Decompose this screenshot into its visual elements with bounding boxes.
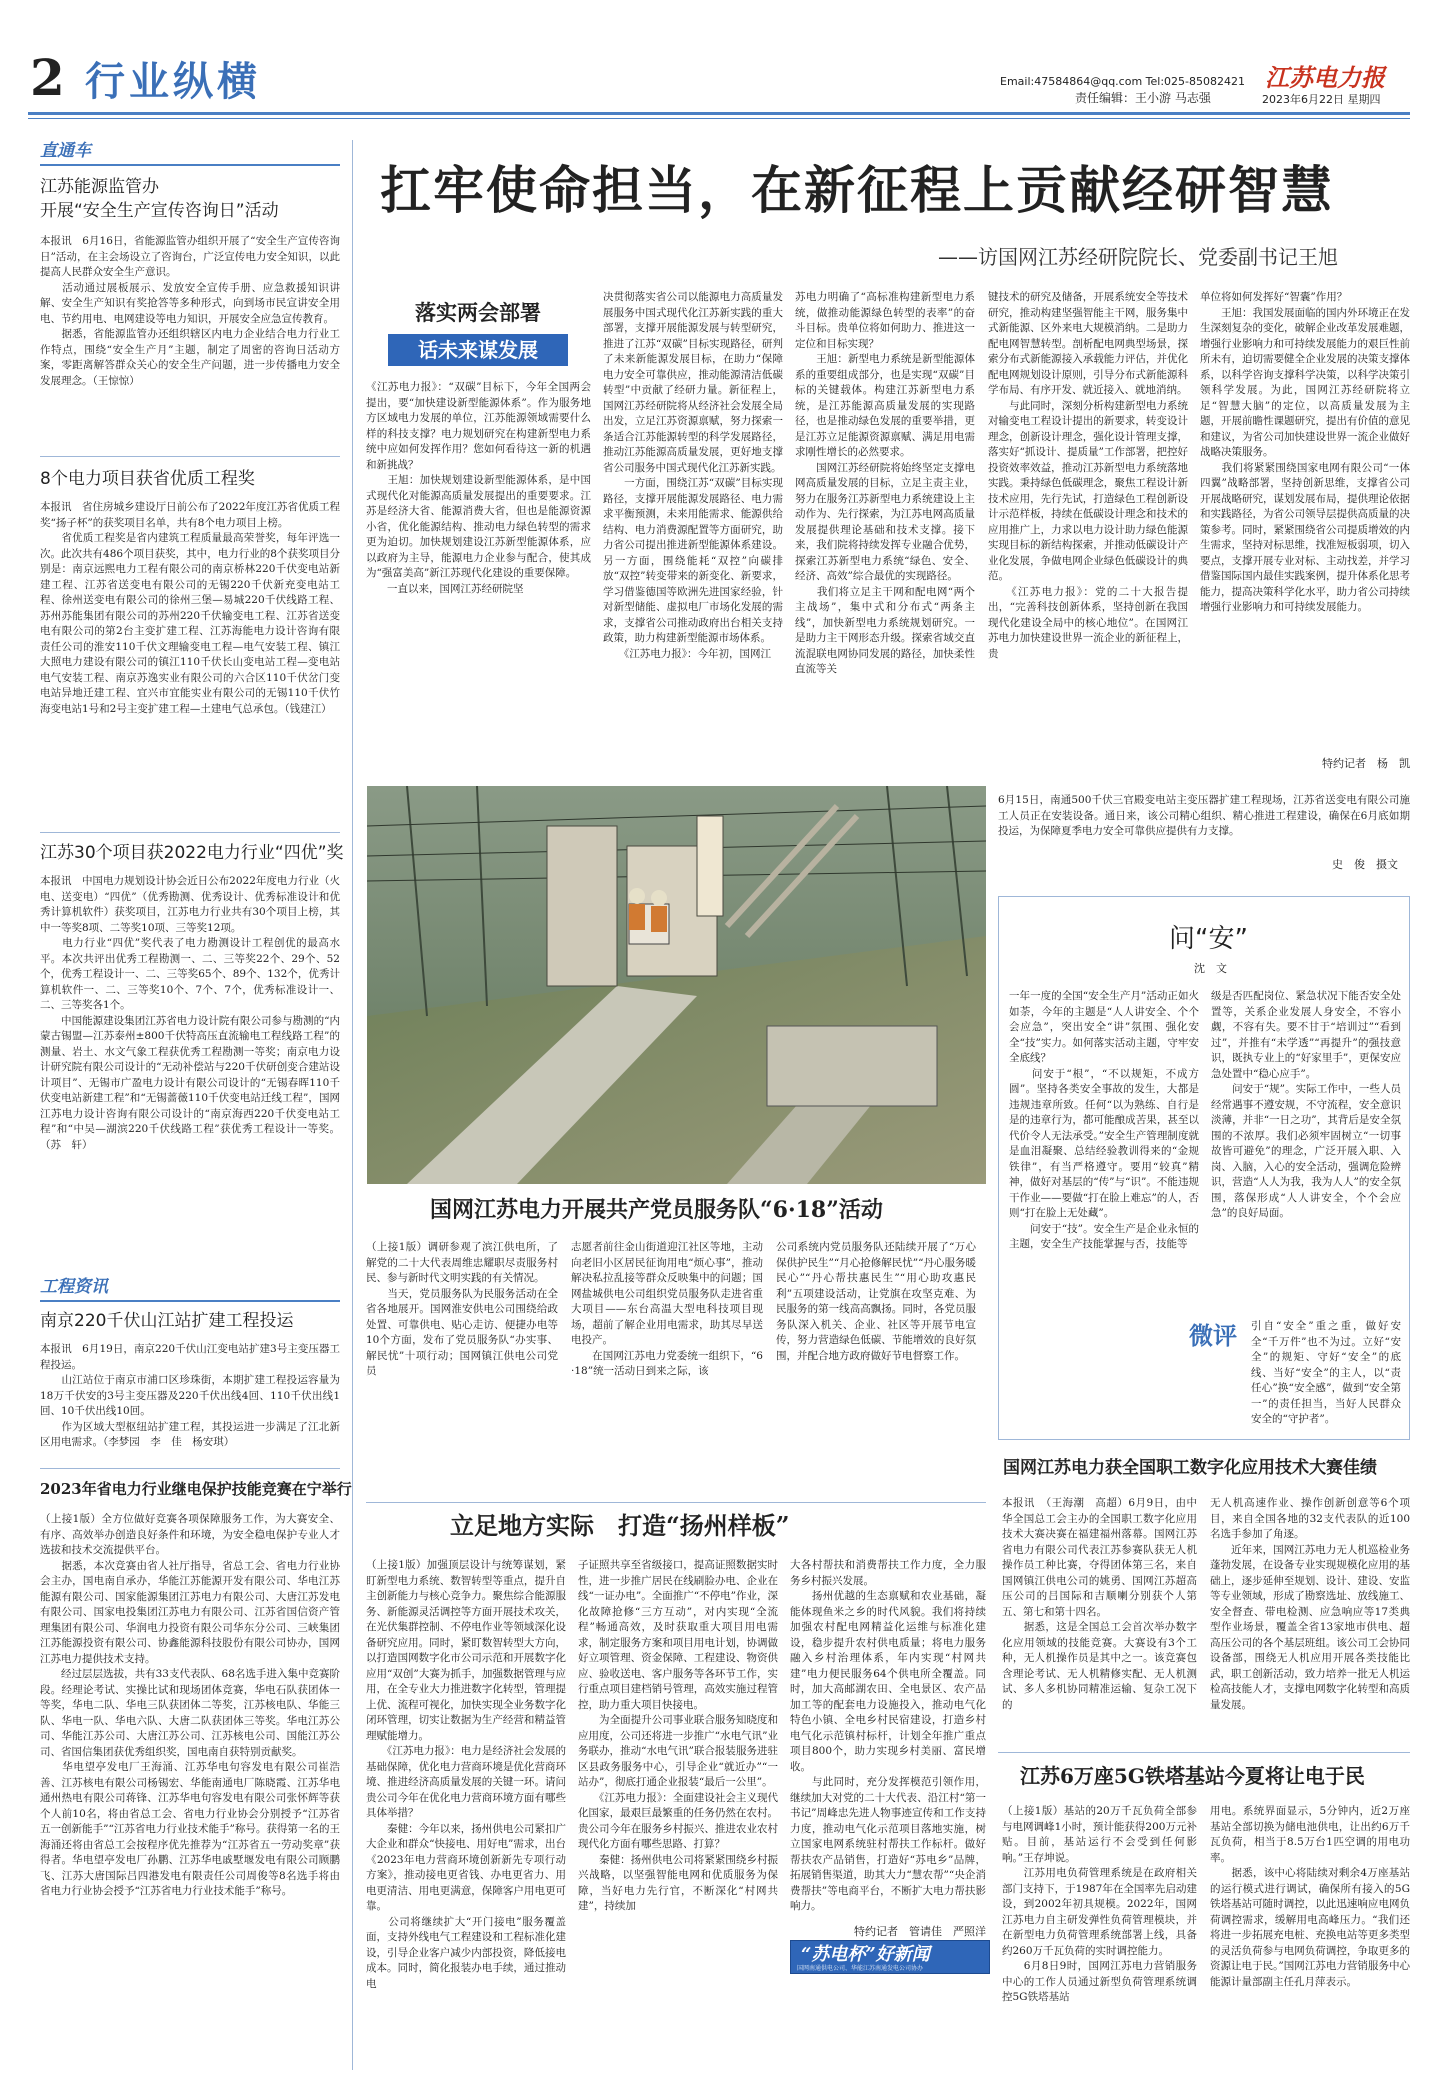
issue-date: 2023年6月22日 星期四 [1262,93,1381,106]
yangzhou-column: 子证照共享至省级接口，提高证照数据实时性，进一步推广居民在线刷脸办电、企业在线“一证办电”。全面推广“不停电”作业，深化故障抢修“三方互动”，对内实现“全流程”畅通高效，及时获取重大项目用电需求，制定服务方案和项目用电计划，协调做好立项管理、资金保障、工程建设、物资供应、验收送电、客户服务等各环节工作，实行重点项目建档销号管理，高效实施过程管控，助力重大项目快接电。 为全面提升公司事业联合服务知晓度和应用度，公司还将进一步推广“水电气讯”业务联办，推动“水电气讯”联合报装服务进驻区县政务服务中心，引导企业“就近办”“一站办”，彻底打通企业报装“最后一公里”。 《江苏电力报》：全面建设社会主义现代化国家，最艰巨最繁重的任务仍然在农村。贵公司今年在服务乡村振兴、推进农业农村现代化方面有哪些思路、打算？ 秦健：扬州供电公司将紧紧围绕乡村振兴战略，以坚强智能电网和优质服务为保障，当好电力先行官，不断深化“村网共建”，持续加 [578,1559,778,1912]
photo-caption: 6月15日，南通500千伏三官殿变电站主变压器扩建工程现场，江苏省送变电有限公司施工人员正在安装设备。通日来，该公司精心组织、精心推进工程建设，确保在6月底如期投运，为保障夏季电力安全可靠供应提供有力支撑。 [998,794,1410,837]
divider [40,456,340,457]
tag-rule [40,1300,340,1302]
article-body: 本报讯 中国电力规划设计协会近日公布2022年度电力行业（火电、送变电）“四优”（优秀勘测、优秀设计、优秀标准设计和优秀计算机软件）获奖项目，江苏电力行业共有30个项目上榜，其中一等奖8项、二等奖10项、三等奖12项。 电力行业“四优”奖代表了电力勘测设计工程创优的最高水平。本次共评出优秀工程勘测一、二、三等奖22个、29个、52个，优秀工程设计一、二、三等奖65个、89个、132个，优秀计算机软件一、二、三等奖10个、7个、7个，优秀标准设计一、二、三等奖各1个。 中国能源建设集团江苏省电力设计院有限公司参与勘测的“内蒙古锡盟—江苏泰州±800千伏特高压直流输电工程线路工程”的测量、岩土、水文气象工程获优秀工程勘测一等奖；南京电力设计研究院有限公司设计的“无动补偿站与220千伏研创变合建站设计项目”、无锡市广盈电力设计有限公司设计的“无锡春晖110千伏变电站新建工程”和“无锡蔷薇110千伏变电站迁线工程”，国网江苏电力设计咨询有限公司设计的“南京海西220千伏变电站工程”和“中吴—湖滨220千伏线路工程”获优秀工程设计一等奖。（苏 轩） [40,875,340,1151]
substation-photo [367,786,986,1184]
digital-column: 本报讯 （王海潮 高超）6月9日，由中华全国总工会主办的全国职工数字化应用技术大赛决赛在福建福州落幕。国网江苏省电力有限公司代表江苏参赛队获无人机操作员工种比赛，夺得团体第三名，来自国网镇江供电公司的姚勇、国网江苏超高压公司的吕国际和吉顺喇分别获个人第五、第七和第十四名。 据悉，这是全国总工会首次举办数字化应用领域的技能竞赛。大赛设有3个工种，无人机操作员是其中之一。该竞赛包含理论考试、无人机精修实配、无人机测试、多人多机协同精准运输、复杂工况下的 [1002,1497,1197,1711]
tag-zhitongche: 直通车 [40,141,91,161]
fiveg-column: （上接1版）基站的20万千瓦负荷全部参与电网调峰1小时，预计能获得200万元补贴。目前，基站运行不会受到任何影响。”王存坤说。 江苏用电负荷管理系统是在政府相关部门支持下，于1987年在全国率先启动建设，到2002年初具规模。2022年，国网江苏电力自主研发弹性负荷管理模块，并在新型电力负荷管理系统部署上线，具备约260万千瓦负荷的实时调控能力。 6月8日9时，国网江苏电力营销服务中心的工作人员通过新型负荷管理系统调控5G铁塔基站 [1002,1805,1197,2003]
page-number: 2 [30,48,65,107]
wei-label: 微评 [1189,1322,1237,1350]
interview-column: 《江苏电力报》：“双碳”目标下，今年全国两会提出，要“加快建设新型能源体系”。作为服务地方区域电力发展的单位，江苏能源领域需要什么样的科技支撑？电力规划研究在构建新型电力系统中应如何发挥作用？您如何看待这一新的机遇和新挑战？ 王旭：加快规划建设新型能源体系，是中国式现代化对能源高质量发展提出的重要要求。江苏是经济大省、能源消费大省，但也是能源资源小省，优化能源结构、推动电力绿色转型的需求更为迫切。加快规划建设江苏新型能源体系，应以政府为主导，能源电力企业参与配合，使其成为“强富美高”新江苏现代化建设的重要保障。 一直以来，国网江苏经研院坚 [366,381,591,595]
commentary-title: 问“安” [1169,924,1248,954]
article-headline: 江苏30个项目获2022电力行业“四优”奖 [40,843,344,863]
badge-title: 落实两会部署 [415,301,541,325]
byline: 特约记者 杨 凯 [1322,757,1410,770]
yangzhou-column: 大各村帮扶和消费帮扶工作力度，全力服务乡村振兴发展。 扬州优越的生态禀赋和农业基础，凝能体现鱼米之乡的时代风貌。我们将持续加强农村配电网精益化运维与标准化建设，稳步提升农村供电质量；将电力服务融入乡村治理体系，年内实现“村网共建”电力便民服务64个供电所全覆盖。同时，加大高邮湖农田、全电景区、农产品加工等的配套电力设施投入，推动电气化特色小镇、全电乡村民宿建设，打造乡村电气化示范镇村标杆，计划全年推广重点项目800个，助力实现乡村美丽、富民增收。 与此同时，充分发挥模范引领作用，继续加大对党的二十大代表、沿江村“第一书记”周峰忠先进人物事迹宣传和工作支持力度，推动电气化示范项目落地实施，树立国家电网系统驻村帮扶工作标杆。做好帮扶农产品销售，打造好“苏电乡”品牌，拓展销售渠道，助其大力“慧农帮”“央企消费帮扶”等电商平台，不断扩大电力帮扶影响力。 [790,1559,986,1912]
interview-column: 单位将如何发挥好“智囊”作用？ 王旭：我国发展面临的国内外环境正在发生深刻复杂的变化，破解企业改革发展难题，增强行业影响力和可持续发展能力的艰巨性前所未有，迫切需要健全企业发展的决策支撑体系，以科学咨询支撑科学决策，以科学决策引领科学发展。为此，国网江苏经研院将立足“智慧大脑”的定位，以高质量发展为主题，开展前瞻性课题研究，提出有价值的意见和建议，为省公司加快建设世界一流企业做好战略决策服务。 我们将紧紧围绕国家电网有限公司“一体四翼”战略部署，坚持创新思维，支撑省公司开展战略研究，谋划发展布局，提供理论依据和实践路径，为省公司领导层提供高质量的决策参考。同时，紧紧围绕省公司提质增效的内生需求，坚持对标思维，找准短板弱项，切入要点，支撑开展专业对标、主动找差，并学习借鉴国际国内最佳实践案例，提升体系化思考能力，提高决策科学化水平，助力省公司持续增强行业影响力和可持续发展能力。 [1200,291,1410,613]
service-team-column: 公司系统内党员服务队还陆续开展了“万心保供护民生”“月心抢修解民忧”“丹心服务暖民心”“丹心帮扶惠民生”“用心助攻惠民利”五项建设活动，让党旗在攻坚克难、为民服务的第一线高高飘扬。同时，各党员服务队深入机关、企业、社区等开展节电宣传，努力营造绿色低碳、节能增效的良好氛围，并配合地方政府做好节电督察工作。 [776,1241,976,1362]
service-team-title: 国网江苏电力开展共产党员服务队“6·18”活动 [430,1197,883,1223]
tag-rule [40,164,340,166]
feature-subtitle: ——访国网江苏经研院院长、党委副书记王旭 [938,245,1338,269]
article-headline: 8个电力项目获省优质工程奖 [40,469,255,489]
divider [998,1752,1410,1753]
byline: 特约记者 管请佳 严照洋 [854,1925,986,1938]
contact-info: Email:47584864@qq.com Tel:025-85082421 [1000,75,1245,88]
article-headline: 开展“安全生产宣传咨询日”活动 [40,201,279,221]
column-divider [352,140,353,2070]
divider [366,1502,986,1503]
wei-text: 引自“安全”重之重，做好安全“千万件”也不为过。立好“安全”的规矩、守好“安全”的底线、当好“安全”的主人，以“责任心”换“安全感”，做到“安全第一”的责任担当，当好人民群众安全的“守护者”。 [1251,1320,1401,1425]
fiveg-title: 江苏6万座5G铁塔基站今夏将让电于民 [1020,1764,1365,1788]
service-team-column: （上接1版）调研参观了滨江供电所，了解党的二十大代表周维忠耀职尽责服务村民、参与新时代文明实践的有关情况。 当天，党员服务队为民服务活动在全省各地展开。国网淮安供电公司围绕给政处置、可靠供电、贴心走访、便捷办电等10个方面，发布了党员服务队“办实事、解民忧”十项行动；国网镇江供电公司党员 [366,1241,558,1377]
column-badge [368,296,588,370]
digital-title: 国网江苏电力获全国职工数字化应用技术大赛佳绩 [1003,1458,1377,1478]
yangzhou-column: （上接1版）加强顶层设计与统筹谋划，紧盯新型电力系统、数智转型等重点，提升自主创新能力与核心竞争力。聚焦综合能源服务、新能源灵活调控等方面开展技术攻关，在光伏集群控制、不停电作业等领域深化设备研究应用。同时，紧盯数智转型大方向，以打造国网数字化市公司示范和开展数字化应用“双创”大赛为抓手，加强数据管理与应用，在全专业大力推进数字化转型，管理提上优、流程可视化，加快实现全业务数字化闭环管理，切实让数据为生产经营和精益管理赋能增力。 《江苏电力报》：电力是经济社会发展的基础保障，优化电力营商环境是优化营商环境、推进经济高质量发展的关键一环。请问贵公司今年在优化电力营商环境方面有哪些具体举措？ 秦健：今年以来，扬州供电公司紧扣广大企业和群众“快接电、用好电”需求，出台《2023年电力营商环境创新新先专项行动方案》，推动接电更省钱、办电更省力、用电更清洁、用电更满意，保障客户用电更可靠。 公司将继续扩大“开门接电”服务覆盖面，支持外线电气工程建设和工程标准化建设，引导企业客户减少内部投资，降低接电成本。同时，简化报装办电手续，通过推动电 [366,1559,566,1990]
tag-zixun: 工程资讯 [40,1277,108,1297]
masthead-rule-thin [28,118,1410,119]
service-team-column: 志愿者前往金山街道迎江社区等地，主动向老旧小区居民征询用电“烦心事”，推动解决私拉乱接等群众反映集中的问题；国网盐城供电公司组织党员服务队走进省重大项目——东台高温大型电科技项目现场，超前了解企业用电需求，助其尽早送电投产。 在国网江苏电力党委统一组织下，“6·18”统一活动日到来之际，该 [571,1241,763,1377]
badge-subtitle: 话未来谋发展 [388,334,568,366]
yangzhou-title: 立足地方实际 打造“扬州样板” [450,1511,790,1540]
fiveg-column: 用电。系统界面显示，5分钟内，近2万座基站全部切换为储电池供电，让出约6万千瓦负荷，相当于8.5万台1匹空调的用电功率。 据悉，该中心将陆续对剩余4万座基站的运行模式进行调试，确保所有接入的5G铁塔基站可随时调控，以此迅速响应电网负荷调控需求，缓解用电高峰压力。“我们还将进一步拓展充电桩、充换电站等更多类型的灵活负荷参与电网负荷调控，争取更多的资源让电于民。”国网江苏电力营销服务中心能源计量部副主任孔月萍表示。 [1210,1805,1410,1988]
commentary-column: 级是否匹配岗位、紧急状况下能否安全处置等，关系企业发展人身安全，不容小觑，不容有失。要不甘于“培训过”“看到过”，并推有“未学透”“再提升”的强技意识，既执专业上的“好家里手”，更保安应急处置中“稳心应手”。 问安于“规”。实际工作中，一些人员经常遇事不遵安规，不守流程，安全意识淡薄，并非“一日之功”，其背后是安全氛围的不浓厚。我们必须牢固树立“一切事故皆可避免”的理念，广泛开展入职、入岗、入脑，入心的安全活动，强调危险辨识，营造“人人为我，我为人人”的安全氛围，落保形成“人人讲安全，个个会应急”的良好局面。 [1211,990,1401,1219]
commentary-box [998,896,1410,1440]
award-banner [790,1940,990,1974]
banner-subtext: 国网南通供电公司、华能江苏南通发电公司协办 [797,1965,924,1972]
paper-logo: 江苏电力报 [1265,63,1385,92]
article-headline: 2023年省电力行业继电保护技能竞赛在宁举行 [40,1480,352,1498]
commentary-author: 沈 文 [1194,962,1227,975]
editors: 责任编辑：王小游 马志强 [1075,91,1211,105]
article-body: （上接1版）全方位做好竞赛各项保障服务工作，为大赛安全、有序、高效举办创造良好条件和环境，为安全稳电保护专业人才选拔和技术交流提供平台。 据悉，本次竞赛由省人社厅指导，省总工会、省电力行业协会主办，国电南自承办，华能江苏能源开发有限公司、华电江苏能源有限公司、国家能源集团江苏电力有限公司、大唐江苏发电有限公司、国家电投集团江苏电力有限公司、江苏省国信资产管理集团有限公司、华润电力投资有限公司华东分公司、三峡集团江苏能源投资有限公司、协鑫能源科技股份有限公司协办，国网江苏电力提供技术支持。 经过层层选拔，共有33支代表队、68名选手进入集中竞赛阶段。经理论考试、实操比试和现场团体竞赛，华电石队获团体一等奖，华电二队、华电三队获团体二等奖，江苏核电队、华能三队、华电一队、华电六队、大唐二队获团体三等奖。华电江苏公司、华能江苏公司、大唐江苏公司、江苏核电公司、国能江苏公司、省国信集团获优秀组织奖，国电南自获特别贡献奖。 华电望亭发电厂王海涌、江苏华电句容发电有限公司崔浩善、江苏核电有限公司杨锡宏、华能南通电厂陈晓霞、江苏华电通州热电有限公司蒋锋、江苏华电句容发电有限公司张怀辉等获个人前10名，将由省总工会、省电力行业协会分别授予“江苏省五一创新能手”“江苏省电力行业技术能手”称号。获得第一名的王海涌还将由省总工会按程序优先推荐为“江苏省五一劳动奖章”获得者。华电望亭发电厂孙鹏、江苏华电戚墅堰发电有限公司顾鹏飞、江苏大唐国际吕四港发电有限责任公司周俊等8名选手将由省电力行业协会授予“江苏省电力行业技术能手”称号。 [40,1513,340,1897]
article-body: 本报讯 6月16日，省能源监管办组织开展了“安全生产宣传咨询日”活动，在主会场设立了咨询台，广泛宣传电力安全知识，以此提高人民群众安全生产意识。 活动通过展板展示、发放安全宣传手册、应急救援知识讲解、安全生产知识有奖抢答等多种形式，向到场市民宣讲安全用电、节约用电、电网建设等电力知识，开展安全应急宣传教育。 据悉，省能源监管办还组织辖区内电力企业结合电力行业工作特点，围绕“安全生产月”主题，制定了周密的咨询日活动方案，零距离解答群众关心的安全生产问题，进一步传播电力安全发展理念。（王惊惊） [40,235,340,387]
divider [40,1468,340,1469]
article-headline: 南京220千伏山江站扩建工程投运 [40,1311,294,1331]
section-title: 行业纵横 [85,59,261,105]
photo-caption-box [998,793,1410,879]
digital-column: 无人机高速作业、操作创新创意等6个项目，来自全国各地的32支代表队的近100名选手参加了角逐。 近年来，国网江苏电力无人机巡检业务蓬勃发展，在设备专业实现规模化应用的基础上，逐步延伸至规划、设计、建设、安监等专业领域，形成了勘察选址、放线施工、安全督查、带电检测、应急响应等17类典型作业场景，覆盖全省13家地市供电、超高压公司的各个基层班组。该公司工会协同设备部，围绕无人机应用开展各类技能比武，职工创新活动，致力培养一批无人机运检高技能人才，支撑电网数字化转型和高质量发展。 [1210,1497,1410,1711]
photo-credit: 史 俊 摄文 [1332,858,1398,871]
substation-photo-art [367,786,986,1184]
divider [40,832,340,833]
interview-column: 苏电力明确了“高标准构建新型电力系统，做推动能源绿色转型的表率”的奋斗目标。贵单位将如何助力、推进这一定位和目标实现？ 王旭：新型电力系统是新型能源体系的重要组成部分，也是实现“双碳”目标的关键载体。构建江苏新型电力系统，是江苏能源高质量发展的实现路径，也是推动绿色发展的重要举措，更是江苏立足能源资源禀赋、满足用电需求刚性增长的必然要求。 国网江苏经研院将始终坚定支撑电网高质量发展的目标，立足主责主业，努力在服务江苏新型电力系统建设上主动作为、先行探索，为江苏电网高质量发展提供理论基础和技术支撑。接下来，我们院将持续发挥专业融合优势，探索江苏新型电力系统“绿色、安全、经济、高效”综合最优的实现路径。 我们将立足主干网和配电网“两个主战场”，集中式和分布式“两条主线”，加快新型电力系统规划研究。一是助力主干网形态升级。探索省域交直流混联电网协同发展的路径，加快柔性直流等关 [795,291,975,675]
article-body: 本报讯 6月19日，南京220千伏山江变电站扩建3号主变压器工程投运。 山江站位于南京市浦口区珍珠街，本期扩建工程投运容量为18万千伏安的3号主变压器及220千伏出线4回、110千伏出线1回、10千伏出线10回。 作为区域大型枢纽站扩建工程，其投运进一步满足了江北新区用电需求。（李梦园 李 佳 杨安琪） [40,1343,340,1448]
feature-title: 扛牢使命担当，在新征程上贡献经研智慧 [380,161,1335,221]
article-body: 本报讯 省住房城乡建设厅日前公布了2022年度江苏省优质工程奖“扬子杯”的获奖项目名单，共有8个电力项目上榜。 省优质工程奖是省内建筑工程质量最高荣誉奖，每年评选一次。此次共有486个项目获奖，其中，电力行业的8个获奖项目分别是：南京远熙电力工程有限公司的南京桥林220千伏变电站新建工程、江苏省送变电有限公司的无锡220千伏新充变电站工程、徐州送变电有限公司的徐州三堡—易城220千伏线路工程、苏州苏能集团有限公司的苏州220千伏输变电工程、江苏省送变电有限公司的第2台主变扩建工程、江苏海能电力设计咨询有限责任公司的淮安110千伏文理输变电工程—电气安装工程、镇江大照电力建设有限公司的镇江110千伏长山变电站工程—变电站电气安装工程、南京苏逸实业有限公司的六合区110千伏岔门变电站异地迁建工程、宜兴市宜能实业有限公司的无锡110千伏竹海变电站1号和2号主变扩建工程—土建电气总承包。（钱建江） [40,501,340,715]
commentary-column: 一年一度的全国“安全生产月”活动正如火如荼，今年的主题是“人人讲安全、个个会应急”，突出安全“讲”氛围、强化安全“技”实力。如何落实活动主题，守牢安全底线？ 问安于“根”，“不以规矩，不成方圆”。坚持各类安全事故的发生，大都是违规违章所致。任何“以为熟练、自行是是的违章行为，都可能酿成苦果，甚至以代价令人无法承受。”安全生产管理制度就是血泪凝聚、总结经验教训得来的“金规铁律”，有当严格遵守。要用“较真”精神，做好对基层的“传”与“识”。不能违规干作业——要做“打在脸上难忘”的人，否则“打在脸上无处藏”。 问安于“技”。安全生产是企业永恒的主题，安全生产技能掌握与否，技能等 [1009,990,1199,1250]
banner-text: “苏电杯”好新闻 [801,1944,930,1965]
article-headline: 江苏能源监管办 [40,177,159,197]
interview-column: 决贯彻落实省公司以能源电力高质量发展服务中国式现代化江苏新实践的重大部署，支撑开展能源发展与转型研究，推进了江苏“双碳”目标实现路径，研判了未来新能源发展目标，在助力“保障电力安全可靠供应，推动能源清洁低碳转型”中贡献了经研力量。新征程上，国网江苏经研院将从经济社会发展全局出发，立足江苏资源禀赋，努力探索一条适合江苏能源转型的科学发展路径，推动江苏能源高质量发展，更好地支撑省公司服务中国式现代化江苏新实践。 一方面，围绕江苏“双碳”目标实现路径，支撑开展能源发展路径、电力需求平衡预测，未来用能需求、能源供给结构、电力消费源配置等方面研究，助力省公司提出推进新型能源体系建设。另一方面，围绕能耗“双控”向碳排放“双控”转变带来的新变化、新要求，学习借鉴德国等欧洲先进国家经验，针对新型储能、虚拟电厂市场化发展的需求，支撑省公司推动政府出台相关支持政策，助力构建新型能源市场体系。 《江苏电力报》：今年初，国网江 [603,291,783,660]
masthead-rule [28,112,1410,115]
interview-column: 键技术的研究及储备，开展系统安全等技术研究，推动构建坚强智能主干网，服务集中式新能源、区外来电大规模消纳。二是助力配电网智慧转型。剖析配电网典型场景，探索分布式新能源接入承载能力评估，并优化配电网规划设计原则，引导分布式新能源科学布局、有序开发、就近接入、就地消纳。 与此同时，深刻分析构建新型电力系统对输变电工程设计提出的新要求，转变设计理念，创新设计理念，强化设计管理支撑，落实好“抓设计、提质量”工作部署，把控好投资效率效益，推动江苏新型电力系统落地实践。秉持绿色低碳理念，聚焦工程设计新技术应用，先行先试，打造绿色工程创新设计示范样板，持续在低碳设计理念和技术的应用推广上，力求以电力设计助力绿色能源实现目标的新结构探索，并推动低碳设计产业化发展，争做电网企业绿色低碳设计的典范。 《江苏电力报》：党的二十大报告提出，“完善科技创新体系，坚持创新在我国现代化建设全局中的核心地位”。在国网江苏电力加快建设世界一流企业的新征程上，贵 [988,291,1188,660]
